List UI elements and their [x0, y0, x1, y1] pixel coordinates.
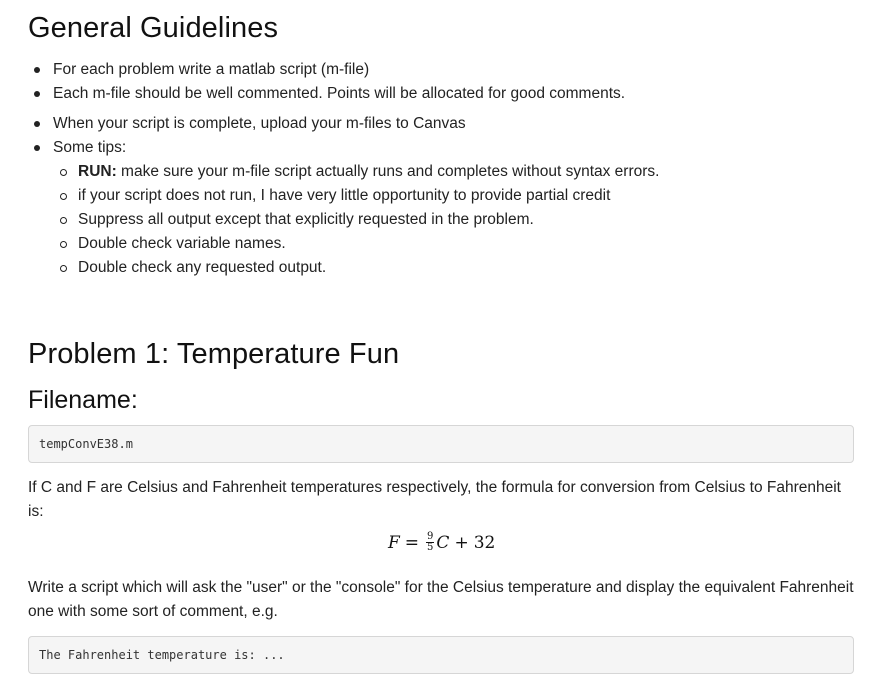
formula-plus: +	[454, 532, 469, 553]
example-output-code-block: The Fahrenheit temperature is: ...	[28, 636, 854, 674]
run-label: RUN:	[78, 163, 117, 180]
intro-paragraph: If C and F are Celsius and Fahrenheit temperatures respectively, the formula for conversion from Celsius to Fahrenheit is:	[28, 479, 841, 520]
filename-heading: Filename:	[28, 386, 138, 414]
tip-item: Double check any requested output.	[28, 256, 659, 280]
list-item-tips	[28, 136, 659, 160]
tip-run	[28, 160, 659, 184]
filename-code-block: tempConvE38.m	[28, 425, 854, 463]
tip-item: if your script does not run, I have very little opportunity to provide partial credit	[28, 184, 659, 208]
fraction-numerator: 9	[427, 531, 434, 542]
tips-sublist-container	[28, 160, 659, 280]
general-guidelines-heading: General Guidelines	[28, 12, 279, 44]
tip-item: Suppress all output except that explicitly requested in the problem.	[28, 208, 659, 232]
tips-label: Some tips:	[53, 139, 127, 156]
problem-1-heading: Problem 1: Temperature Fun	[28, 338, 400, 370]
list-item: When your script is complete, upload your m-files to Canvas	[28, 112, 659, 136]
list-item: Each m-file should be well commented. Points will be allocated for good comments.	[28, 82, 625, 106]
run-text: make sure your m-file script actually runs and completes without syntax errors.	[116, 163, 660, 180]
guidelines-list-2	[28, 112, 659, 280]
list-item: For each problem write a matlab script (m-file)	[28, 58, 625, 82]
formula-equals: =	[404, 532, 420, 553]
formula-lhs: F	[388, 532, 400, 553]
tips-sublist	[28, 160, 659, 280]
instruction-paragraph: Write a script which will ask the "user" or the "console" for the Celsius temperature and display the equivalent Fahrenheit one with some sort of comment, e.g.	[28, 579, 854, 620]
formula-variable: C	[436, 532, 450, 553]
formula-constant: 32	[473, 532, 496, 553]
guidelines-list-1	[28, 58, 625, 106]
formula-fraction	[426, 532, 434, 553]
tip-item: Double check variable names.	[28, 232, 659, 256]
conversion-formula	[388, 532, 495, 553]
fraction-denominator: 5	[427, 542, 434, 553]
